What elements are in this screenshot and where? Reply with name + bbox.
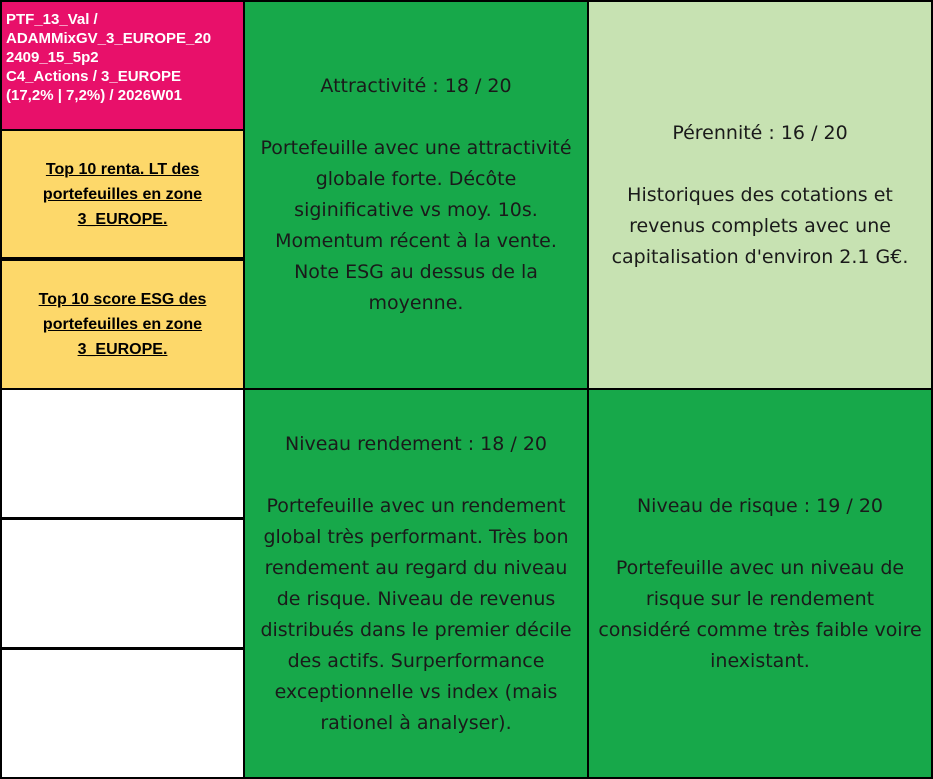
top-esg-cell (0, 259, 245, 390)
portfolio-header-line: ADAMMixGV_3_EUROPE_20 (6, 30, 212, 47)
rendement-card (243, 388, 589, 779)
rendement-title: Niveau rendement : 18 / 20 (284, 432, 548, 455)
risque-title: Niveau de risque : 19 / 20 (636, 494, 884, 517)
portfolio-header-line: (17,2% | 7,2%) / 2026W01 (6, 87, 182, 104)
empty-cell (0, 518, 245, 649)
attractivite-card (243, 0, 589, 390)
portfolio-header (0, 0, 245, 131)
attractivite-description: Portefeuille avec une attractivité globale forte. Décôte siginificative vs moy. 10s. Momentum récent à la vente. Note ESG au dessus de la moyenne. (260, 137, 572, 314)
top-esg-link[interactable]: Top 10 score ESG des portefeuilles en zone 3_EUROPE. (38, 291, 207, 358)
portfolio-header-line: C4_Actions / 3_EUROPE (6, 68, 182, 85)
portfolio-header-line: 2409_15_5p2 (6, 49, 99, 66)
perennite-card (587, 0, 933, 390)
risque-description: Portefeuille avec un niveau de risque sur le rendement considéré comme très faible voire inexistant. (598, 556, 922, 672)
portfolio-header-line: PTF_13_Val / (6, 11, 98, 28)
rendement-description: Portefeuille avec un rendement global très performant. Très bon rendement au regard du niveau de risque. Niveau de revenus distribués dans le premier décile des actifs. Surperformance exceptionnelle vs index (mais rationel à analyser). (260, 494, 572, 734)
empty-cell (0, 388, 245, 519)
top-renta-cell (0, 129, 245, 259)
attractivite-title: Attractivité : 18 / 20 (320, 75, 512, 97)
empty-cell (0, 648, 245, 779)
perennite-title: Pérennité : 16 / 20 (672, 121, 848, 144)
risque-card (587, 388, 933, 779)
perennite-description: Historiques des cotations et revenus complets avec une capitalisation d'environ 2.1 G€. (611, 183, 909, 268)
top-renta-link[interactable]: Top 10 renta. LT des portefeuilles en zone 3_EUROPE. (42, 160, 203, 228)
